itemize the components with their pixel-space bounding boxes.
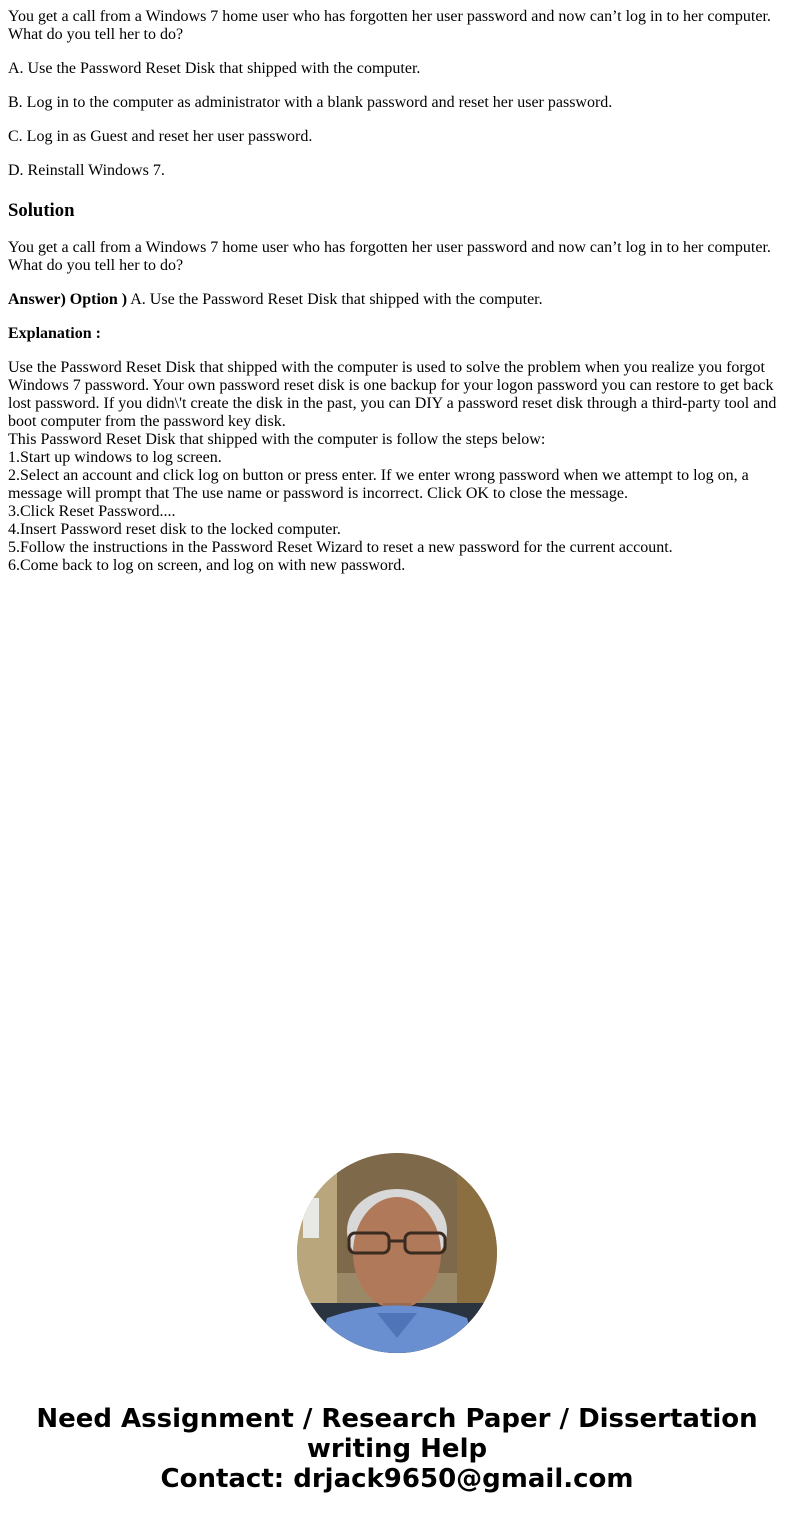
explanation-label-line xyxy=(8,325,786,343)
promo-banner xyxy=(0,1404,794,1494)
solution-heading: Solution xyxy=(8,200,75,221)
explanation-block xyxy=(8,359,786,575)
option-d: D. Reinstall Windows 7. xyxy=(8,162,165,179)
option-a: A. Use the Password Reset Disk that shipped with the computer. xyxy=(8,60,421,77)
promo-line-1: Need Assignment / Research Paper / Dissertation writing Help xyxy=(36,1404,758,1464)
step-item: 6.Come back to log on screen, and log on with new password. xyxy=(8,557,406,574)
promo-contact: Contact: drjack9650@gmail.com xyxy=(160,1464,634,1494)
question-text: You get a call from a Windows 7 home user who has forgotten her user password and now can’t log in to her computer. What do you tell her to do? xyxy=(8,8,771,43)
explanation-label: Explanation : xyxy=(8,325,101,342)
step-item: 5.Follow the instructions in the Password Reset Wizard to reset a new password for the current account. xyxy=(8,539,673,556)
explanation-paragraph: Use the Password Reset Disk that shipped with the computer is used to solve the problem when you realize you forgot Windows 7 password. Your own password reset disk is one backup for your logon password you can restore to get back lost password. If you didn\'t create the disk in the past, you can DIY a password reset disk through a third-party tool and boot computer from the password key disk. xyxy=(8,359,777,430)
answer-text: A. Use the Password Reset Disk that shipped with the computer. xyxy=(127,291,543,308)
step-item: 4.Insert Password reset disk to the locked computer. xyxy=(8,521,341,538)
step-item: 3.Click Reset Password.... xyxy=(8,503,176,520)
answer-label: Answer) Option ) xyxy=(8,291,128,308)
steps-intro: This Password Reset Disk that shipped with the computer is follow the steps below: xyxy=(8,431,546,448)
step-item: 1.Start up windows to log screen. xyxy=(8,449,222,466)
option-c: C. Log in as Guest and reset her user password. xyxy=(8,128,313,145)
answer-line xyxy=(8,291,786,309)
option-b: B. Log in to the computer as administrator with a blank password and reset her user password. xyxy=(8,94,613,111)
solution-question: You get a call from a Windows 7 home user who has forgotten her user password and now can’t log in to her computer. What do you tell her to do? xyxy=(8,239,771,274)
avatar-portrait xyxy=(297,1153,497,1353)
step-item: 2.Select an account and click log on button or press enter. If we enter wrong password when we attempt to log on, a message will prompt that The use name or password is incorrect. Click OK to close the message. xyxy=(8,467,749,502)
document-body xyxy=(8,8,786,575)
avatar xyxy=(297,1153,497,1353)
